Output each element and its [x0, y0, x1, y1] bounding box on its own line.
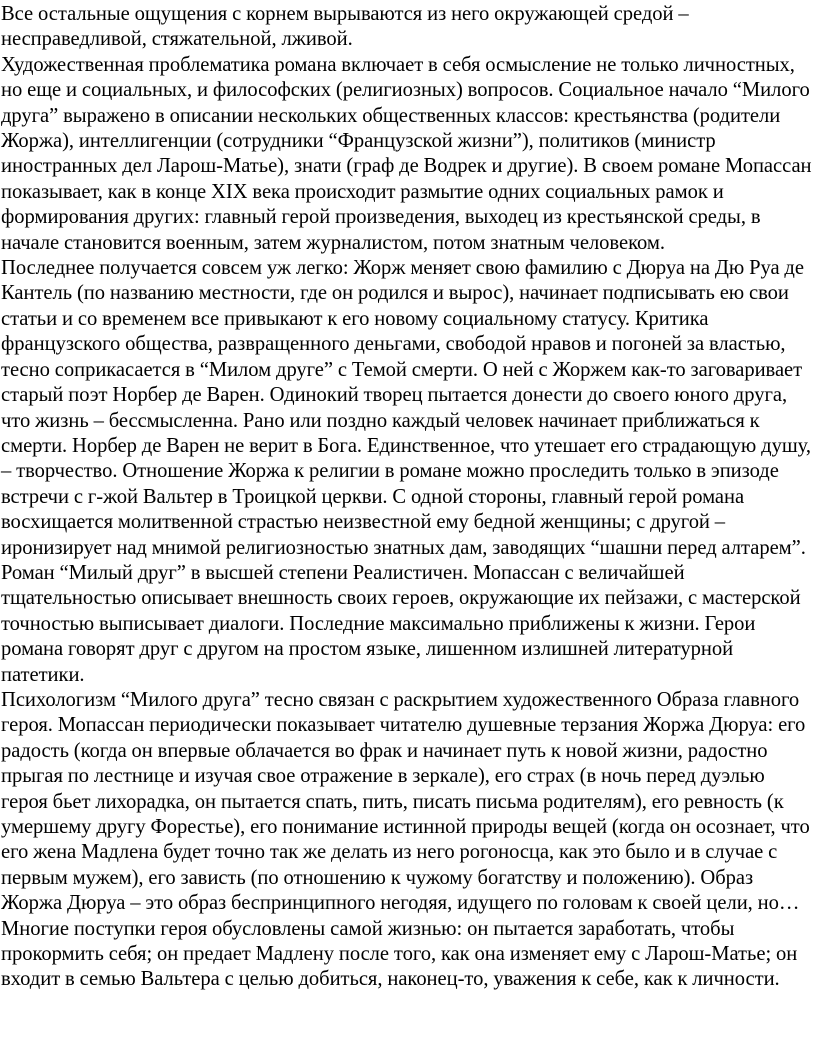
- paragraph-2: Художественная проблематика романа включает в себя осмысление не только личностных, но еще и социальных, и философских (религиозных) вопросов. Социальное начало “Милого друга” выражено в описании нескольких общественных классов: крестьянства (родители Жоржа), интеллигенции (сотрудники “Французской жизни”), политиков (министр иностранных дел Ларош-Матье), знати (граф де Водрек и другие). В своем романе Мопассан показывает, как в конце XIX века происходит размытие одних социальных рамок и формирования других: главный герой произведения, выходец из крестьянской среды, в начале становится военным, затем журналистом, потом знатным человеком.: [1, 53, 812, 254]
- paragraph-1: Все остальные ощущения с корнем вырываются из него окружающей средой – несправедливой, стяжательной, лживой.: [1, 3, 689, 51]
- paragraph-4: Роман “Милый друг” в высшей степени Реалистичен. Мопассан с величайшей тщательностью описывает внешность своих героев, окружающие их пейзажи, с мастерской точностью выписывает диалоги. Последние максимально приближены к жизни. Герои романа говорят друг с другом на простом языке, лишенном излишней литературной патетики.: [1, 561, 801, 686]
- document-text: [1, 2, 813, 993]
- paragraph-3: Последнее получается совсем уж легко: Жорж меняет свою фамилию с Дюруа на Дю Руа де Кантель (по названию местности, где он родился и вырос), начинает подписывать ею свои статьи и со временем все привыкают к его новому социальному статусу. Критика французского общества, развращенного деньгами, свободой нравов и погоней за властью, тесно соприкасается в “Милом друге” с Темой смерти. О ней с Жоржем как-то заговаривает старый поэт Норбер де Варен. Одинокий творец пытается донести до своего юного друга, что жизнь – бессмысленна. Рано или поздно каждый человек начинает приближаться к смерти. Норбер де Варен не верит в Бога. Единственное, что утешает его страдающую душу, – творчество. Отношение Жоржа к религии в романе можно проследить только в эпизоде встречи с г-жой Вальтер в Троицкой церкви. С одной стороны, главный герой романа восхищается молитвенной страстью неизвестной ему бедной женщины; с другой – иронизирует над мнимой религиозностью знатных дам, заводящих “шашни перед алтарем”.: [1, 257, 811, 559]
- paragraph-5: Психологизм “Милого друга” тесно связан с раскрытием художественного Образа главного героя. Мопассан периодически показывает читателю душевные терзания Жоржа Дюруа: его радость (когда он впервые облачается во фрак и начинает путь к новой жизни, радостно прыгая по лестнице и изучая свое отражение в зеркале), его страх (в ночь перед дуэлью героя бьет лихорадка, он пытается спать, пить, писать письма родителям), его ревность (к умершему другу Форестье), его понимание истинной природы вещей (когда он осознает, что его жена Мадлена будет точно так же делать из него рогоносца, как это было и в случае с первым мужем), его зависть (по отношению к чужому богатству и положению). Образ Жоржа Дюруа – это образ беспринципного негодяя, идущего по головам к своей цели, но…: [1, 688, 810, 915]
- paragraph-6: Многие поступки героя обусловлены самой жизнью: он пытается заработать, чтобы прокормить себя; он предает Мадлену после того, как она изменяет ему с Ларош-Матье; он входит в семью Вальтера с целью добиться, наконец-то, уважения к себе, как к личности.: [1, 917, 798, 991]
